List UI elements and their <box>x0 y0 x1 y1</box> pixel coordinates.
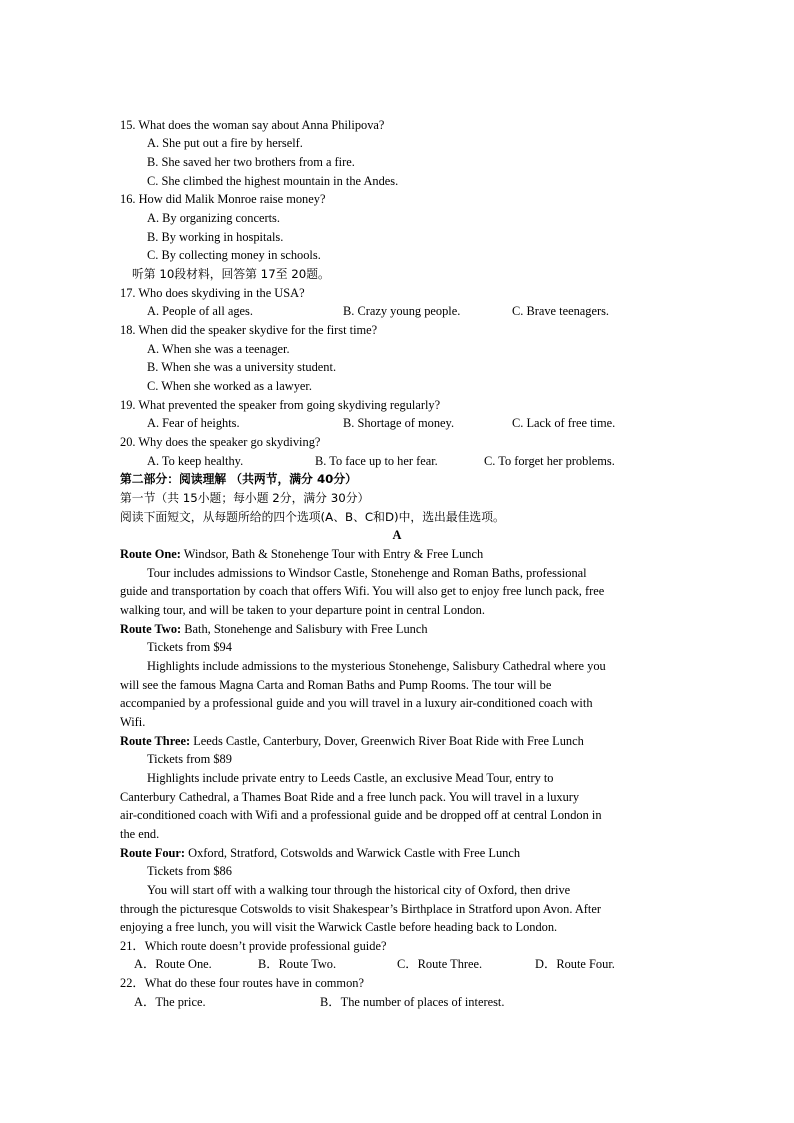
listening-instruction-10: 听第 10段材料，回答第 17至 20题。 <box>132 267 330 281</box>
route-three-label: Route Three: <box>120 734 191 748</box>
passage-label: A <box>392 528 402 542</box>
route-three-line-2: Canterbury Cathedral, a Thames Boat Ride and a free lunch pack. You will travel in a luxury <box>120 790 580 804</box>
route-four-line-2: through the picturesque Cotswolds to visit Shakespear’s Birthplace in Stratford upon Avon. After <box>120 902 601 916</box>
question-15-option-a: A. She put out a fire by herself. <box>147 136 303 150</box>
question-15-stem: 15. What does the woman say about Anna Philipova? <box>120 118 385 132</box>
question-20-option-b: B. To face up to her fear. <box>315 454 438 468</box>
route-three-heading <box>120 732 584 751</box>
question-18-option-c: C. When she worked as a lawyer. <box>147 379 312 393</box>
route-one-line-3: walking tour, and will be taken to your departure point in central London. <box>120 603 485 617</box>
question-19-stem: 19. What prevented the speaker from going skydiving regularly? <box>120 398 441 412</box>
reading-instruction: 阅读下面短文，从每题所给的四个选项(A、B、C和D)中，选出最佳选项。 <box>120 510 505 524</box>
question-17-option-c: C. Brave teenagers. <box>512 304 610 318</box>
route-three-tickets: Tickets from $89 <box>147 752 232 766</box>
question-22-option-b: B．The number of places of interest. <box>320 995 505 1009</box>
route-one-heading <box>120 545 483 564</box>
question-16-option-b: B. By working in hospitals. <box>147 230 284 244</box>
question-17-option-a: A. People of all ages. <box>147 304 253 318</box>
question-18-option-a: A. When she was a teenager. <box>147 342 290 356</box>
route-two-line-2: will see the famous Magna Carta and Roman Baths and Pump Rooms. The tour will be <box>120 678 552 692</box>
route-two-line-4: Wifi. <box>120 715 146 729</box>
route-two-line-1: Highlights include admissions to the mysterious Stonehenge, Salisbury Cathedral where you <box>147 659 606 673</box>
question-18-stem: 18. When did the speaker skydive for the first time? <box>120 323 378 337</box>
question-21-option-c: C．Route Three. <box>397 957 483 971</box>
route-four-line-3: enjoying a free lunch, you will visit the Warwick Castle before heading back to London. <box>120 920 558 934</box>
route-one-label: Route One: <box>120 547 181 561</box>
question-22-stem: 22．What do these four routes have in common? <box>120 976 364 990</box>
question-21-option-d: D．Route Four. <box>535 957 615 971</box>
question-21-option-a: A．Route One. <box>134 957 212 971</box>
route-two-line-3: accompanied by a professional guide and you will travel in a luxury air-conditioned coach with <box>120 696 593 710</box>
route-three-line-1: Highlights include private entry to Leeds Castle, an exclusive Mead Tour, entry to <box>147 771 554 785</box>
question-19-option-c: C. Lack of free time. <box>512 416 616 430</box>
question-19-option-b: B. Shortage of money. <box>343 416 455 430</box>
route-one-line-2: guide and transportation by coach that offers Wifi. You will also get to enjoy free lunch pack, free <box>120 584 605 598</box>
question-22-option-a: A．The price. <box>134 995 206 1009</box>
question-21-stem: 21．Which route doesn’t provide professional guide? <box>120 939 387 953</box>
question-19-option-a: A. Fear of heights. <box>147 416 240 430</box>
question-17-option-b: B. Crazy young people. <box>343 304 461 318</box>
route-four-line-1: You will start off with a walking tour through the historical city of Oxford, then drive <box>147 883 571 897</box>
question-18-option-b: B. When she was a university student. <box>147 360 337 374</box>
question-15-option-c: C. She climbed the highest mountain in the Andes. <box>147 174 399 188</box>
route-two-heading <box>120 620 428 639</box>
question-16-option-a: A. By organizing concerts. <box>147 211 280 225</box>
reading-part-title: 第二部分：阅读理解 （共两节，满分 40分） <box>120 472 357 486</box>
route-four-title: Oxford, Stratford, Cotswolds and Warwick Castle with Free Lunch <box>185 846 521 860</box>
question-20-stem: 20. Why does the speaker go skydiving? <box>120 435 321 449</box>
route-two-title: Bath, Stonehenge and Salisbury with Free Lunch <box>181 622 428 636</box>
route-three-title: Leeds Castle, Canterbury, Dover, Greenwich River Boat Ride with Free Lunch <box>190 734 584 748</box>
question-16-option-c: C. By collecting money in schools. <box>147 248 321 262</box>
route-one-line-1: Tour includes admissions to Windsor Castle, Stonehenge and Roman Baths, professional <box>147 566 587 580</box>
question-21-option-b: B．Route Two. <box>258 957 337 971</box>
route-three-line-4: the end. <box>120 827 160 841</box>
question-20-option-a: A. To keep healthy. <box>147 454 244 468</box>
route-two-label: Route Two: <box>120 622 182 636</box>
question-17-stem: 17. Who does skydiving in the USA? <box>120 286 305 300</box>
question-20-option-c: C. To forget her problems. <box>484 454 615 468</box>
route-four-heading <box>120 844 520 863</box>
route-three-line-3: air-conditioned coach with Wifi and a professional guide and be dropped off at central London in <box>120 808 602 822</box>
reading-section-title: 第一节（共 15小题；每小题 2分，满分 30分） <box>120 491 370 505</box>
question-15-option-b: B. She saved her two brothers from a fire. <box>147 155 355 169</box>
route-four-label: Route Four: <box>120 846 186 860</box>
route-one-title: Windsor, Bath & Stonehenge Tour with Entry & Free Lunch <box>180 547 484 561</box>
route-two-tickets: Tickets from $94 <box>147 640 232 654</box>
question-16-stem: 16. How did Malik Monroe raise money? <box>120 192 326 206</box>
route-four-tickets: Tickets from $86 <box>147 864 232 878</box>
